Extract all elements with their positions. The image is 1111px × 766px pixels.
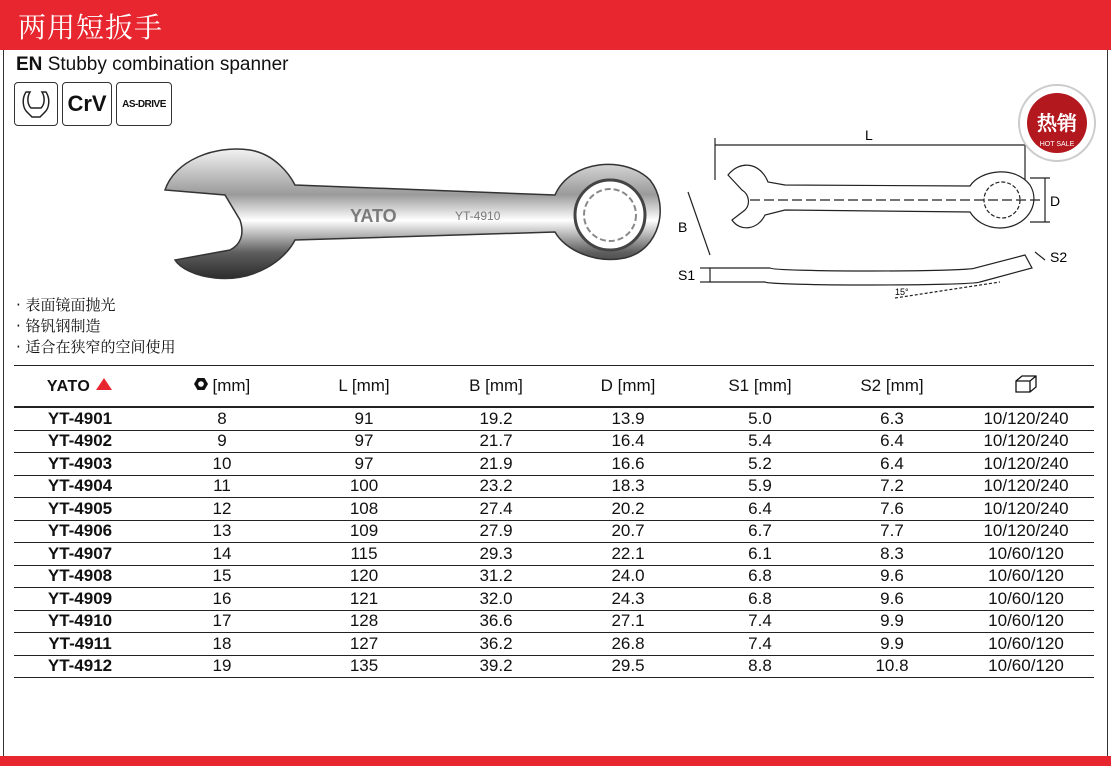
brand-logo: YATO	[46, 378, 91, 395]
header-D: D [mm]	[562, 366, 694, 408]
header-B: B [mm]	[430, 366, 562, 408]
spec-cell: 7.2	[826, 475, 958, 498]
spec-cell: 27.9	[430, 520, 562, 543]
model-code-cell: YT-4907	[14, 543, 146, 566]
spec-cell: 10/120/240	[958, 453, 1094, 476]
spec-cell: 21.7	[430, 430, 562, 453]
dimension-D: D	[1050, 193, 1061, 209]
spec-cell: 10/120/240	[958, 430, 1094, 453]
spec-cell: 20.7	[562, 520, 694, 543]
spec-cell: 6.4	[826, 453, 958, 476]
table-row	[14, 588, 1094, 611]
model-code-cell: YT-4911	[14, 633, 146, 656]
spec-cell: 18.3	[562, 475, 694, 498]
spec-cell: 108	[298, 498, 430, 521]
spec-cell: 120	[298, 565, 430, 588]
header-size	[146, 366, 298, 408]
as-drive-badge: AS-DRIVE	[116, 82, 172, 126]
spec-cell: 8.3	[826, 543, 958, 566]
spec-cell: 29.3	[430, 543, 562, 566]
dimension-S1: S1	[678, 267, 696, 283]
spec-cell: 6.8	[694, 565, 826, 588]
spec-cell: 11	[146, 475, 298, 498]
spec-cell: 27.4	[430, 498, 562, 521]
photo-model-mark: YT-4910	[455, 209, 501, 223]
page-title: 两用短扳手	[18, 11, 164, 44]
footer-bar	[0, 756, 1111, 766]
spec-cell: 7.7	[826, 520, 958, 543]
table-row	[14, 430, 1094, 453]
spec-cell: 16.6	[562, 453, 694, 476]
table-row	[14, 610, 1094, 633]
spec-cell: 7.6	[826, 498, 958, 521]
spec-cell: 14	[146, 543, 298, 566]
spec-cell: 10/60/120	[958, 655, 1094, 678]
spec-cell: 10/120/240	[958, 407, 1094, 430]
hex-nut-icon	[194, 377, 208, 391]
spec-cell: 10/60/120	[958, 565, 1094, 588]
spec-cell: 9.9	[826, 633, 958, 656]
spec-cell: 10/120/240	[958, 498, 1094, 521]
spec-cell: 36.6	[430, 610, 562, 633]
table-row	[14, 407, 1094, 430]
header-brand	[14, 366, 146, 408]
spec-cell: 9.6	[826, 565, 958, 588]
feature-list	[16, 295, 176, 358]
spec-cell: 6.1	[694, 543, 826, 566]
spec-cell: 17	[146, 610, 298, 633]
spec-cell: 10/60/120	[958, 633, 1094, 656]
spec-cell: 10.8	[826, 655, 958, 678]
spec-cell: 97	[298, 430, 430, 453]
spec-cell: 109	[298, 520, 430, 543]
feature-badges	[14, 82, 172, 126]
hot-sale-seal	[1016, 82, 1098, 164]
spec-cell: 12	[146, 498, 298, 521]
table-row	[14, 543, 1094, 566]
spec-cell: 10/120/240	[958, 475, 1094, 498]
header-L: L [mm]	[298, 366, 430, 408]
table-row	[14, 498, 1094, 521]
spec-cell: 36.2	[430, 633, 562, 656]
model-code-cell: YT-4906	[14, 520, 146, 543]
model-code-cell: YT-4901	[14, 407, 146, 430]
spec-cell: 26.8	[562, 633, 694, 656]
model-code-cell: YT-4905	[14, 498, 146, 521]
model-code-cell: YT-4910	[14, 610, 146, 633]
spec-cell: 100	[298, 475, 430, 498]
model-code-cell: YT-4904	[14, 475, 146, 498]
spec-cell: 23.2	[430, 475, 562, 498]
spec-table	[14, 365, 1094, 678]
spec-cell: 10/60/120	[958, 543, 1094, 566]
header-size-label: [mm]	[212, 376, 251, 395]
spec-cell: 24.3	[562, 588, 694, 611]
spec-cell: 127	[298, 633, 430, 656]
spec-cell: 15	[146, 565, 298, 588]
spec-cell: 7.4	[694, 610, 826, 633]
spec-cell: 10/120/240	[958, 520, 1094, 543]
table-row	[14, 633, 1094, 656]
spec-cell: 5.0	[694, 407, 826, 430]
spec-cell: 6.7	[694, 520, 826, 543]
spanner-profile-icon	[14, 82, 58, 126]
spec-cell: 19	[146, 655, 298, 678]
table-row	[14, 475, 1094, 498]
header-S1: S1 [mm]	[694, 366, 826, 408]
model-code-cell: YT-4902	[14, 430, 146, 453]
spec-cell: 39.2	[430, 655, 562, 678]
spec-cell: 27.1	[562, 610, 694, 633]
spec-cell: 13	[146, 520, 298, 543]
spec-cell: 10	[146, 453, 298, 476]
package-box-icon	[1014, 374, 1038, 394]
spec-cell: 22.1	[562, 543, 694, 566]
angle-label: 15°	[895, 287, 909, 297]
spec-cell: 121	[298, 588, 430, 611]
spec-cell: 91	[298, 407, 430, 430]
spec-cell: 8	[146, 407, 298, 430]
spec-cell: 6.3	[826, 407, 958, 430]
table-row	[14, 565, 1094, 588]
spec-cell: 9	[146, 430, 298, 453]
header-package	[958, 366, 1094, 408]
spec-cell: 29.5	[562, 655, 694, 678]
spec-cell: 6.4	[694, 498, 826, 521]
spec-cell: 6.8	[694, 588, 826, 611]
spec-cell: 5.9	[694, 475, 826, 498]
model-code-cell: YT-4908	[14, 565, 146, 588]
title-bar	[0, 0, 1111, 50]
spec-cell: 31.2	[430, 565, 562, 588]
crv-badge: CrV	[62, 82, 112, 126]
spec-cell: 10/60/120	[958, 588, 1094, 611]
spec-cell: 128	[298, 610, 430, 633]
hot-sale-cn: 热销	[1037, 111, 1077, 135]
spec-cell: 9.9	[826, 610, 958, 633]
header-S2: S2 [mm]	[826, 366, 958, 408]
spec-cell: 6.4	[826, 430, 958, 453]
spec-cell: 115	[298, 543, 430, 566]
yato-logo-icon	[95, 377, 113, 391]
spec-cell: 19.2	[430, 407, 562, 430]
photo-brand-mark: YATO	[350, 206, 397, 226]
table-header-row	[14, 366, 1094, 408]
spec-cell: 20.2	[562, 498, 694, 521]
subtitle	[16, 54, 289, 76]
dimension-L: L	[865, 127, 873, 143]
spec-cell: 10/60/120	[958, 610, 1094, 633]
spec-cell: 97	[298, 453, 430, 476]
spec-cell: 13.9	[562, 407, 694, 430]
spec-cell: 5.2	[694, 453, 826, 476]
product-name-en: Stubby combination spanner	[47, 54, 289, 75]
spec-cell: 9.6	[826, 588, 958, 611]
dimension-B: B	[678, 219, 688, 235]
spec-cell: 8.8	[694, 655, 826, 678]
model-code-cell: YT-4903	[14, 453, 146, 476]
dimension-S2: S2	[1050, 249, 1068, 265]
feature-item: · 适合在狭窄的空间使用	[16, 337, 176, 358]
model-code-cell: YT-4912	[14, 655, 146, 678]
table-row	[14, 655, 1094, 678]
feature-item: · 铬钒钢制造	[16, 316, 176, 337]
spec-cell: 5.4	[694, 430, 826, 453]
spec-cell: 21.9	[430, 453, 562, 476]
table-row	[14, 520, 1094, 543]
table-row	[14, 453, 1094, 476]
spec-cell: 24.0	[562, 565, 694, 588]
language-code: EN	[16, 54, 43, 75]
hot-sale-en: HOT SALE	[1039, 141, 1075, 148]
spec-cell: 16	[146, 588, 298, 611]
feature-item: · 表面镜面抛光	[16, 295, 176, 316]
spec-cell: 18	[146, 633, 298, 656]
spec-cell: 32.0	[430, 588, 562, 611]
spec-cell: 135	[298, 655, 430, 678]
spec-cell: 16.4	[562, 430, 694, 453]
spanner-photo	[155, 140, 665, 285]
spec-cell: 7.4	[694, 633, 826, 656]
model-code-cell: YT-4909	[14, 588, 146, 611]
